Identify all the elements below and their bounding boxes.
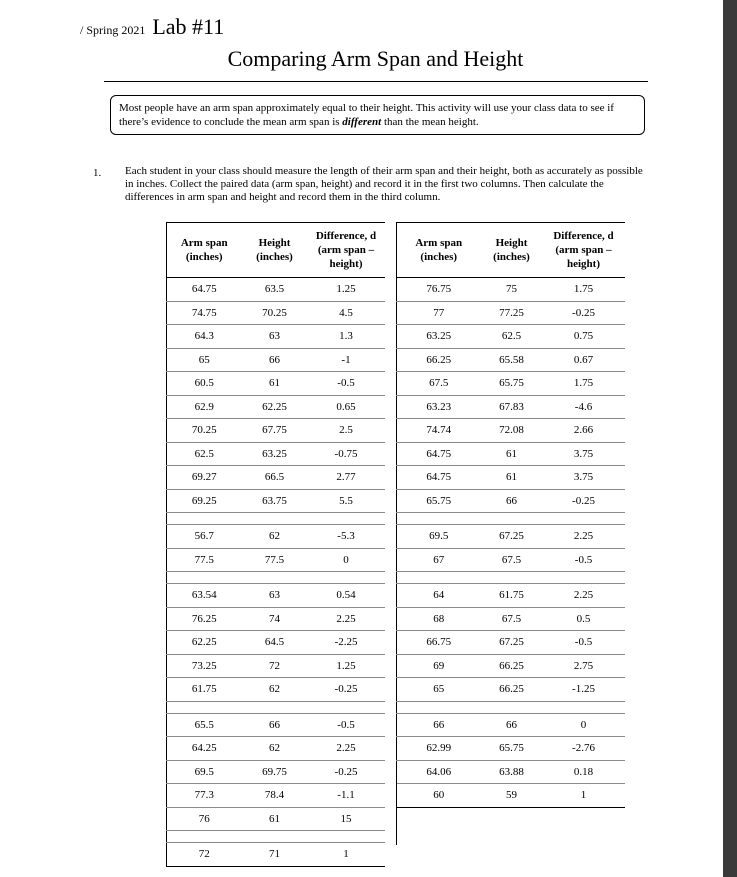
table-row [397,760,625,784]
table-row [167,654,385,678]
table-row [167,807,385,831]
height-cell: 67.5 [501,553,522,566]
height-cell: 61 [269,812,280,825]
arm-span-cell: 66 [433,718,445,731]
height-cell: 71 [269,848,280,861]
gap-cell [543,513,625,525]
arm-span-cell: 77.5 [194,553,214,566]
question-number: 1. [93,167,102,179]
gap-cell [397,572,481,584]
arm-span-cell: 76.75 [426,283,452,296]
height-cell: 63.25 [262,447,287,460]
gap-cell [481,572,543,584]
height-cell: 69.75 [262,765,287,778]
table-row [167,713,385,737]
arm-span-cell: 62.9 [194,400,214,413]
gap-cell [167,572,242,584]
row-group-gap [397,572,625,584]
table-row [397,525,625,549]
table-row [397,466,625,490]
difference-cell: -1.1 [337,789,355,802]
table-row [167,442,385,466]
difference-cell: 3.75 [573,447,594,460]
height-cell: 67.25 [499,530,524,543]
question-text: Each student in your class should measure the length of their arm span and their height, both as accurately as possible in inches. Collect the paired data (arm span, height) and record it in the first two columns. Then calculate the differences in arm span and height and record them in the third column. [125,165,643,203]
arm-span-cell: 69.27 [191,471,217,484]
table-row [397,419,625,443]
page-title: Comparing Arm Span and Height [227,46,524,71]
arm-span-cell: 66.25 [426,353,452,366]
difference-cell: -2.76 [572,742,595,755]
table-row [167,737,385,761]
table-row [167,301,385,325]
arm-span-cell: 69.25 [191,494,217,507]
table-row [167,525,385,549]
page-title-wrap [0,46,737,72]
arm-span-cell: 65 [198,353,210,366]
table-row [397,678,625,702]
arm-span-cell: 69.5 [194,765,214,778]
difference-cell: 1.25 [336,659,356,672]
title-divider [104,81,648,82]
header-difference: Difference, d (arm span – height) [315,230,377,270]
table-row [167,325,385,349]
intro-text-emphasis: different [342,116,382,128]
difference-cell: -0.5 [337,377,355,390]
arm-span-cell: 65 [433,683,445,696]
difference-cell: 1 [580,789,587,802]
table-row [167,548,385,572]
arm-span-cell: 61.75 [191,683,217,696]
height-cell: 65.75 [499,742,524,755]
difference-cell: 0.67 [573,353,594,366]
height-cell: 62 [269,742,280,755]
gap-cell [167,513,242,525]
difference-cell: 2.25 [336,612,356,625]
difference-cell: -0.75 [334,447,358,460]
difference-cell: 0 [580,718,587,731]
height-cell: 62.25 [262,400,287,413]
height-cell: 59 [506,789,517,802]
gap-cell [308,701,385,713]
table-row [397,442,625,466]
lab-number: Lab #11 [152,14,225,39]
difference-cell: 0.18 [573,765,594,778]
row-group-gap [397,701,625,713]
height-cell: 62 [269,683,280,696]
arm-span-cell: 62.99 [426,742,452,755]
arm-span-cell: 65.75 [426,494,452,507]
height-cell: 74 [269,612,280,625]
arm-span-cell: 60.5 [194,377,214,390]
height-cell: 61 [506,471,517,484]
table-row [167,466,385,490]
window-edge [723,0,737,877]
table-row [397,489,625,513]
arm-span-cell: 74.75 [191,306,217,319]
gap-cell [167,701,242,713]
difference-cell: -5.3 [337,530,355,543]
height-cell: 66 [269,353,280,366]
row-group-gap [167,831,385,843]
difference-cell: -0.25 [572,306,595,319]
height-cell: 62 [269,530,280,543]
height-cell: 63.75 [262,494,287,507]
arm-span-cell: 70.25 [191,424,217,437]
table-row [397,278,625,302]
arm-span-cell: 76 [198,812,210,825]
difference-cell: 2.77 [336,471,356,484]
difference-cell: 5.5 [339,494,353,507]
table-row [167,419,385,443]
table-row [167,395,385,419]
difference-cell: 1.25 [336,283,356,296]
difference-cell: 1 [343,848,349,861]
arm-span-cell: 66.75 [426,636,452,649]
arm-span-cell: 67 [433,553,445,566]
height-cell: 64.5 [264,636,285,649]
arm-span-cell: 62.5 [194,447,214,460]
difference-cell: -0.25 [334,683,358,696]
height-cell: 65.58 [499,353,524,366]
arm-span-cell: 73.25 [191,659,217,672]
header-height: Height (inches) [493,237,530,263]
arm-span-cell: 77 [433,306,445,319]
height-cell: 70.25 [262,306,287,319]
arm-span-cell: 74.74 [426,424,452,437]
row-group-gap [397,513,625,525]
arm-span-cell: 64.75 [191,283,217,296]
height-cell: 65.75 [499,377,524,390]
table-row [397,607,625,631]
arm-span-cell: 64.06 [426,765,452,778]
arm-span-cell: 76.25 [191,612,217,625]
height-cell: 62.5 [501,330,522,343]
table-row [167,784,385,808]
height-cell: 63.88 [499,765,524,778]
difference-cell: -1.25 [572,683,595,696]
difference-cell: -4.6 [574,400,593,413]
difference-cell: 1.75 [573,283,594,296]
table-row [167,678,385,702]
header-arm-span: Arm span (inches) [415,237,463,263]
difference-cell: 0.5 [576,612,591,625]
table-row [167,372,385,396]
height-cell: 66 [506,494,517,507]
arm-span-cell: 62.25 [191,636,217,649]
row-group-gap [167,701,385,713]
height-cell: 77.5 [264,553,285,566]
height-cell: 66.25 [499,659,524,672]
gap-cell [242,513,308,525]
table-row [167,278,385,302]
height-cell: 67.5 [501,612,522,625]
height-cell: 66 [506,718,517,731]
arm-span-cell: 64.3 [194,330,214,343]
difference-cell: 1.3 [339,330,353,343]
height-cell: 66.25 [499,683,524,696]
table-right-border-extension [396,780,397,845]
difference-cell: -1 [341,353,351,366]
difference-cell: -0.5 [574,636,593,649]
table-row [397,654,625,678]
table-row [397,584,625,608]
arm-span-cell: 69 [433,659,445,672]
arm-span-cell: 64.25 [191,742,217,755]
arm-span-cell: 60 [433,789,445,802]
table-row [397,631,625,655]
height-cell: 75 [506,283,517,296]
difference-cell: 0.65 [336,400,356,413]
arm-span-cell: 65.5 [194,718,214,731]
arm-span-cell: 77.3 [194,789,214,802]
height-cell: 63 [269,589,280,602]
height-cell: 72 [269,659,280,672]
page-header [80,14,224,40]
difference-cell: 3.75 [573,471,594,484]
difference-cell: 0.54 [336,589,356,602]
gap-cell [481,701,543,713]
gap-cell [543,701,625,713]
table-row [397,325,625,349]
intro-text-after: than the mean height. [381,116,479,128]
difference-cell: 15 [340,812,352,825]
data-table-left [166,222,385,867]
row-group-gap [167,572,385,584]
course-term: / Spring 2021 [80,23,146,37]
height-cell: 61 [269,377,280,390]
intro-text-before: Most people have an arm span approximately equal to their height. This activity will use your class data to see if there’s evidence to conclude the mean arm span is [119,102,614,128]
height-cell: 67.25 [499,636,524,649]
height-cell: 66 [269,718,280,731]
header-difference: Difference, d (arm span – height) [553,230,614,270]
gap-cell [167,831,242,843]
difference-cell: -2.25 [334,636,358,649]
difference-cell: 2.25 [336,742,356,755]
gap-cell [242,701,308,713]
gap-cell [308,831,385,843]
table-row [397,395,625,419]
arm-span-cell: 68 [433,612,445,625]
arm-span-cell: 69.5 [429,530,449,543]
difference-cell: -0.25 [572,494,595,507]
table-row [397,784,625,808]
gap-cell [481,513,543,525]
gap-cell [397,513,481,525]
difference-cell: 2.75 [573,659,594,672]
arm-span-cell: 56.7 [194,530,214,543]
height-cell: 63 [269,330,280,343]
table-row [167,631,385,655]
arm-span-cell: 64.75 [426,447,452,460]
height-cell: 66.5 [264,471,285,484]
intro-box [110,95,645,135]
table-row [167,348,385,372]
table-row [167,843,385,867]
difference-cell: 2.25 [573,530,594,543]
gap-cell [242,831,308,843]
table-row [167,584,385,608]
difference-cell: 0.75 [573,330,594,343]
arm-span-cell: 63.23 [426,400,452,413]
arm-span-cell: 67.5 [429,377,449,390]
difference-cell: -0.25 [334,765,358,778]
arm-span-cell: 64.75 [426,471,452,484]
header-arm-span: Arm span (inches) [180,237,228,263]
height-cell: 67.75 [262,424,287,437]
gap-cell [543,572,625,584]
header-height: Height (inches) [256,237,293,263]
arm-span-cell: 63.54 [191,589,217,602]
gap-cell [308,572,385,584]
difference-cell: -0.5 [574,553,593,566]
difference-cell: 4.5 [339,306,353,319]
height-cell: 63.5 [264,283,285,296]
table-row [397,372,625,396]
gap-cell [397,701,481,713]
difference-cell: 2.5 [339,424,353,437]
row-group-gap [167,513,385,525]
table-row [167,489,385,513]
height-cell: 77.25 [499,306,524,319]
difference-cell: 0 [343,553,349,566]
difference-cell: 2.25 [573,589,594,602]
table-row [167,607,385,631]
table-row [397,737,625,761]
height-cell: 78.4 [264,789,285,802]
arm-span-cell: 63.25 [426,330,452,343]
difference-cell: -0.5 [337,718,355,731]
data-table-right [396,222,625,808]
height-cell: 61 [506,447,517,460]
gap-cell [308,513,385,525]
table-row [397,348,625,372]
difference-cell: 1.75 [573,377,594,390]
height-cell: 67.83 [499,400,524,413]
table-row [397,713,625,737]
table-row [397,548,625,572]
gap-cell [242,572,308,584]
arm-span-cell: 72 [198,848,210,861]
arm-span-cell: 64 [433,589,445,602]
table-row [167,760,385,784]
difference-cell: 2.66 [573,424,594,437]
table-row [397,301,625,325]
height-cell: 61.75 [499,589,524,602]
height-cell: 72.08 [499,424,524,437]
